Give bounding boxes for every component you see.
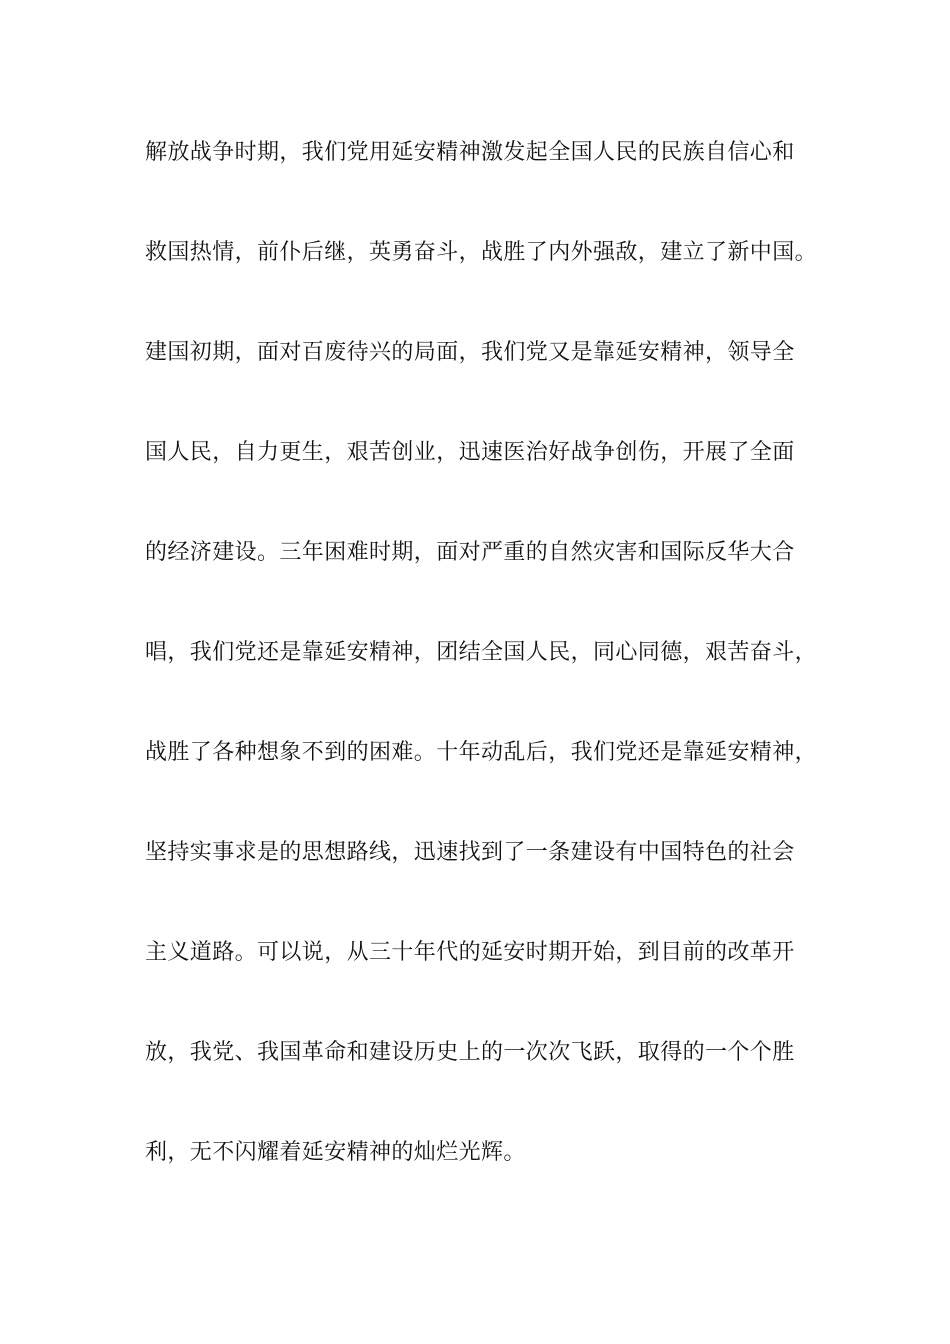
text-line: 建国初期，面对百废待兴的局面，我们党又是靠延安精神，领导全 xyxy=(145,340,795,365)
text-line: 利，无不闪耀着延安精神的灿烂光辉。 xyxy=(145,1140,526,1165)
text-line: 的经济建设。三年困难时期，面对严重的自然灾害和国际反华大合 xyxy=(145,540,795,565)
text-line: 放，我党、我国革命和建设历史上的一次次飞跃，取得的一个个胜 xyxy=(145,1040,795,1065)
text-line: 国人民，自力更生，艰苦创业，迅速医治好战争创伤，开展了全面 xyxy=(145,440,795,465)
text-line: 唱，我们党还是靠延安精神，团结全国人民，同心同德，艰苦奋斗， xyxy=(145,640,818,665)
text-line: 救国热情，前仆后继，英勇奋斗，战胜了内外强敌，建立了新中国。 xyxy=(145,240,818,265)
body-paragraph xyxy=(145,128,825,1228)
text-line: 主义道路。可以说，从三十年代的延安时期开始，到目前的改革开 xyxy=(145,940,795,965)
text-line: 战胜了各种想象不到的困难。十年动乱后，我们党还是靠延安精神， xyxy=(145,740,818,765)
text-line: 解放战争时期，我们党用延安精神激发起全国人民的民族自信心和 xyxy=(145,140,795,165)
text-line: 坚持实事求是的思想路线，迅速找到了一条建设有中国特色的社会 xyxy=(145,840,795,865)
